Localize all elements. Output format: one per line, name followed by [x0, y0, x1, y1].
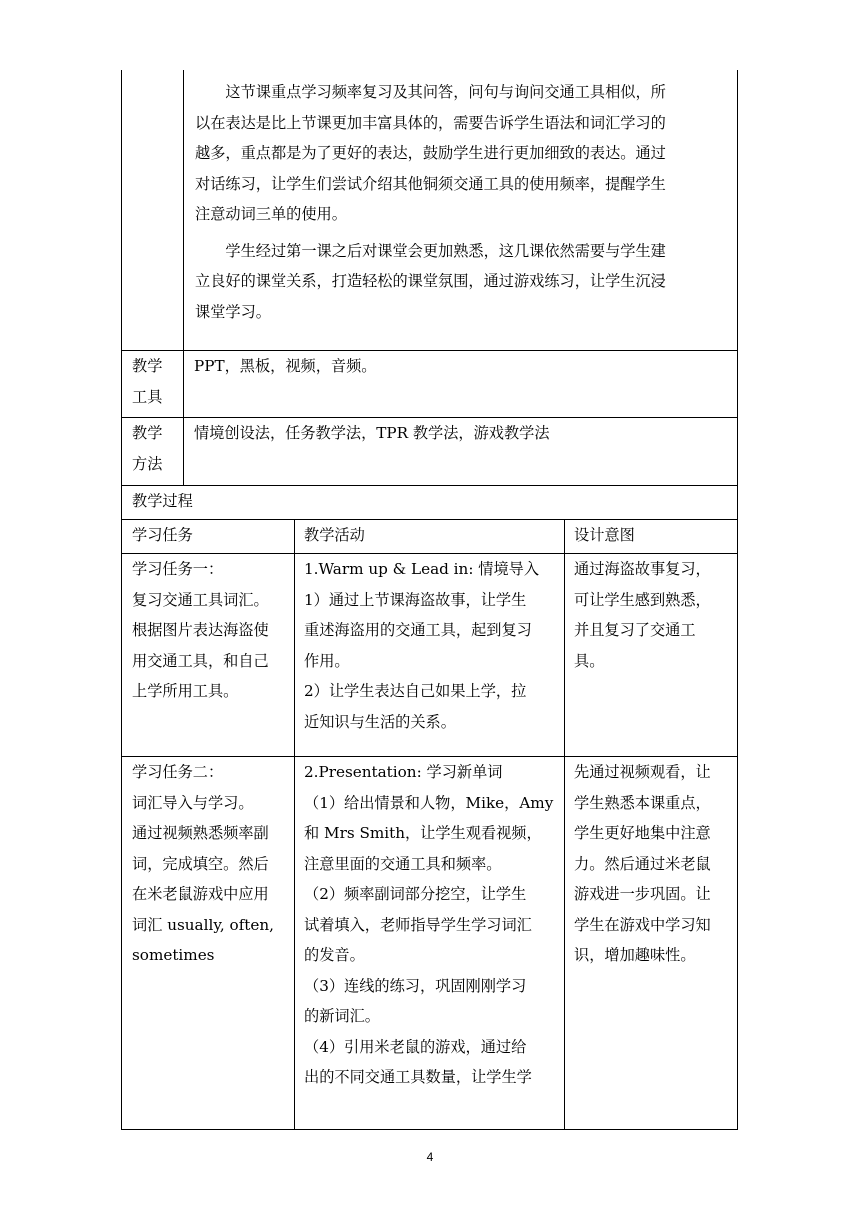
row2-activity-line: 注意里面的交通工具和频率。: [304, 854, 502, 873]
row1-intent-line: 通过海盗故事复习，: [574, 560, 711, 578]
row2-task-line: 在米老鼠游戏中应用: [132, 885, 269, 903]
row1-activity-cell: [295, 553, 565, 756]
row2-task-line: 词汇导入与学习。: [132, 793, 254, 812]
row1-activity-line: 1.Warm up & Lead in: 情境导入: [304, 560, 540, 578]
row2-activity-line: 的新词汇。: [304, 1007, 380, 1025]
row1-task-line: 根据图片表达海盗使: [132, 621, 269, 639]
intro-para2-line: 课堂学习。: [195, 302, 271, 321]
row2-intent-cell: [565, 756, 738, 1130]
row2-task-cell: [121, 756, 295, 1130]
process-title: 教学过程: [132, 492, 193, 510]
row2-intent-line: 力。然后通过米老鼠: [574, 854, 711, 873]
row1-task-line: 学习任务一：: [132, 560, 224, 578]
row1-intent-cell: [565, 553, 738, 756]
row1-task-line: 上学所用工具。: [132, 682, 239, 700]
row1-task-line: 用交通工具，和自己: [132, 651, 269, 670]
methods-label: 教学: [132, 424, 163, 442]
row2-activity-line: （2）频率副词部分挖空，让学生: [304, 885, 527, 903]
header-intent-cell: [565, 519, 738, 553]
row2-intent-line: 先通过视频观看，让: [574, 763, 711, 781]
row2-activity-line: 出的不同交通工具数量，让学生学: [304, 1068, 532, 1086]
header-activity-cell: [295, 519, 565, 553]
intro-text-cell: [184, 70, 738, 350]
row2-intent-line: 学生熟悉本课重点，: [574, 793, 711, 812]
row2-intent-line: 游戏进一步巩固。让: [574, 885, 711, 903]
row1-activity-line: 1）通过上节课海盗故事，让学生: [304, 590, 527, 609]
tools-label-cell: [121, 350, 184, 417]
row2-task-line: 通过视频熟悉频率副: [132, 824, 269, 842]
lesson-plan-table: [121, 70, 738, 1130]
intro-para1-line: 越多，重点都是为了更好的表达，鼓励学生进行更加细致的表达。通过: [195, 144, 666, 162]
row2-activity-line: （1）给出情景和人物，Mike，Amy: [304, 793, 554, 812]
intro-para1-line: 对话练习，让学生们尝试介绍其他铜须交通工具的使用频率，提醒学生: [195, 174, 666, 193]
intro-label-cell: [121, 70, 184, 350]
row2-task-line: 词汇 usually, often,: [132, 915, 275, 934]
intro-para1-line: 注意动词三单的使用。: [195, 205, 347, 223]
row2-activity-cell: [295, 756, 565, 1130]
row2-activity-line: 试着填入，老师指导学生学习词汇: [304, 915, 532, 934]
methods-label-cell: [121, 417, 184, 485]
row1-intent-line: 可让学生感到熟悉，: [574, 590, 711, 609]
row2-activity-line: （3）连线的练习，巩固刚刚学习: [304, 976, 527, 995]
process-title-cell: [121, 485, 738, 519]
header-task: 学习任务: [132, 526, 193, 544]
row1-task-line: 复习交通工具词汇。: [132, 590, 269, 609]
row1-task-cell: [121, 553, 295, 756]
tools-content: PPT，黑板，视频，音频。: [194, 357, 377, 375]
row2-activity-line: 的发音。: [304, 946, 365, 964]
intro-paragraph-1: [195, 77, 731, 230]
header-activity: 教学活动: [304, 526, 365, 544]
row2-activity-line: （4）引用米老鼠的游戏，通过给: [304, 1037, 527, 1056]
header-task-cell: [121, 519, 295, 553]
row1-activity-line: 重述海盗用的交通工具，起到复习: [304, 621, 532, 639]
row2-activity-line: 2.Presentation: 学习新单词: [304, 763, 503, 781]
row1-intent-line: 并且复习了交通工: [574, 621, 696, 639]
intro-para1-line: 以在表达是比上节课更加丰富具体的，需要告诉学生语法和词汇学习的: [195, 113, 666, 132]
intro-para2-line: 学生经过第一课之后对课堂会更加熟悉，这几课依然需要与学生建: [225, 241, 666, 260]
intro-paragraph-2: [195, 236, 731, 328]
row2-activity-line: 和 Mrs Smith，让学生观看视频，: [304, 824, 542, 842]
row2-intent-line: 学生在游戏中学习知: [574, 915, 711, 934]
tools-content-cell: [184, 350, 738, 417]
methods-content-cell: [184, 417, 738, 485]
methods-content: 情境创设法，任务教学法，TPR 教学法，游戏教学法: [194, 424, 550, 442]
intro-para2-line: 立良好的课堂关系，打造轻松的课堂氛围，通过游戏练习，让学生沉浸: [195, 272, 666, 290]
header-intent: 设计意图: [574, 526, 635, 544]
tools-label: 教学: [132, 357, 163, 375]
row2-task-line: 学习任务二：: [132, 763, 224, 781]
page-number: 4: [426, 1150, 434, 1164]
row2-intent-line: 学生更好地集中注意: [574, 824, 711, 842]
row2-task-line: 词，完成填空。然后: [132, 854, 269, 873]
row1-activity-line: 2）让学生表达自己如果上学，拉: [304, 682, 527, 700]
methods-label: 方法: [132, 454, 163, 473]
row1-activity-line: 近知识与生活的关系。: [304, 712, 456, 731]
row1-intent-line: 具。: [574, 651, 605, 670]
row2-intent-line: 识，增加趣味性。: [574, 946, 696, 964]
tools-label: 工具: [132, 387, 163, 406]
row1-activity-line: 作用。: [304, 651, 350, 670]
row2-task-line: sometimes: [132, 946, 215, 964]
intro-para1-line: 这节课重点学习频率复习及其问答，问句与询问交通工具相似，所: [225, 83, 666, 101]
